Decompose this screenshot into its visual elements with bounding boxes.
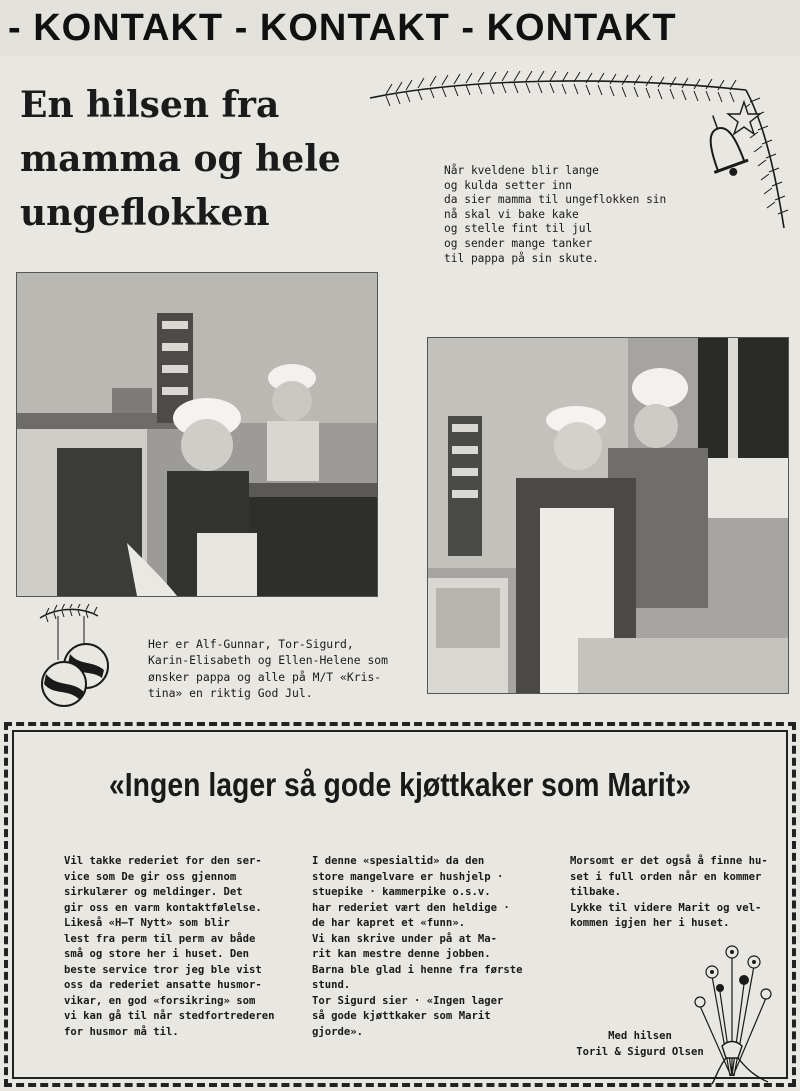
article-line: små og store her i huset. Den [64, 948, 249, 960]
article-line: Vil takke rederiet for den ser- [64, 855, 262, 867]
article-line: gjorde». [312, 1025, 364, 1038]
article-line: gir oss en varm kontaktfølelse. [64, 901, 262, 914]
article-line: Tor Sigurd sier · «Ingen lager [312, 994, 504, 1007]
article-line: for husmor må til. [64, 1025, 179, 1038]
caption-line: tina» en riktig God Jul. [148, 686, 313, 701]
article-column-1 [64, 854, 274, 1040]
article-line: stund. [312, 979, 351, 991]
photo-caption [148, 636, 418, 702]
headline-line: ungeflokken [20, 192, 270, 234]
signoff-line: Toril & Sigurd Olsen [576, 1046, 704, 1058]
poem-line: og kulda setter inn [444, 178, 572, 192]
article-line: Barna ble glad i henne fra første [312, 963, 523, 976]
photo-girls-baking [427, 337, 789, 694]
article-line: beste service tror jeg ble vist [64, 963, 262, 976]
poem-line: og sender mange tanker [444, 236, 593, 250]
poem-line: Når kveldene blir lange [444, 164, 599, 177]
signoff [564, 1028, 716, 1060]
caption-line: Her er Alf-Gunnar, Tor-Sigurd, [148, 637, 354, 651]
poem-line: og stelle fint til jul [444, 222, 593, 236]
headline-line: mamma og hele [20, 138, 341, 180]
flower-bouquet-icon [682, 936, 782, 1086]
poem-line: nå skal vi bake kake [444, 207, 579, 221]
poem [444, 164, 744, 266]
article-line: vi kan gå til når stedfortrederen [64, 1010, 275, 1022]
article-line: kommen igjen her i huset. [570, 917, 730, 929]
article-line: Morsomt er det også å finne hu- [570, 855, 768, 867]
article-line: sirkulærer og meldinger. Det [64, 886, 243, 898]
article-line: tilbake. [570, 886, 622, 898]
article-line: så gode kjøttkaker som Marit [312, 1010, 491, 1022]
article-title: «Ingen lager så gode kjøttkaker som Marit» [108, 766, 691, 803]
article-line: set i full orden når en kommer [570, 870, 762, 883]
caption-line: Karin-Elisabeth og Ellen-Helene som [148, 653, 389, 668]
article-box [4, 722, 796, 1087]
christmas-ornament-icon [36, 604, 116, 716]
poem-line: da sier mamma til ungeflokken sin [444, 193, 667, 207]
article-line: store mangelvare er hushjelp · [312, 870, 504, 883]
signoff-line: Med hilsen [608, 1030, 672, 1042]
article-line: lest fra perm til perm av både [64, 932, 256, 945]
poem-line: til pappa på sin skute. [444, 251, 599, 265]
article-column-3 [570, 854, 768, 932]
article-line: vice som De gir oss gjennom [64, 870, 237, 883]
article-line: Vi kan skrive under på at Ma- [312, 932, 497, 945]
article-line: vikar, en god «forsikring» som [64, 994, 256, 1007]
article-column-2 [312, 854, 522, 1040]
caption-line: ønsker pappa og alle på M/T «Kris- [148, 669, 382, 684]
headline-line: En hilsen fra [20, 84, 280, 126]
article-line: oss da rederiet ansatte husmor- [64, 979, 262, 991]
page-banner: - KONTAKT - KONTAKT - KONTAKT [0, 0, 800, 56]
article-line: de har kapret et «funn». [312, 917, 466, 929]
article-line: rit kan mestre denne jobben. [312, 948, 491, 960]
article-line: har rederiet vært den heldige · [312, 901, 510, 914]
article-line: I denne «spesialtid» da den [312, 855, 485, 867]
article-line: Lykke til videre Marit og vel- [570, 901, 762, 914]
photo-kitchen-children [16, 272, 378, 597]
article-line: stuepike · kammerpike o.s.v. [312, 886, 491, 898]
headline [20, 78, 380, 240]
article-line: Likeså «H—T Nytt» som blir [64, 917, 230, 929]
